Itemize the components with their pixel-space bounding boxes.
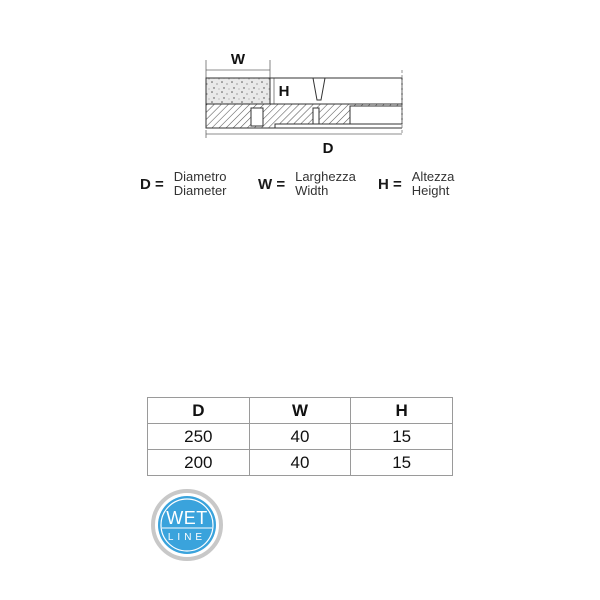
width-dimension [206, 51, 270, 78]
legend-english-width: Width [295, 183, 329, 198]
height-dimension [270, 78, 289, 104]
legend-key-w: W = [258, 175, 286, 193]
table-row [148, 450, 453, 476]
cell-w: 40 [249, 424, 351, 450]
diameter-dimension [206, 130, 402, 157]
header-d: D [148, 398, 250, 424]
legend-english-height: Height [411, 183, 450, 198]
diameter-label: D [322, 140, 334, 157]
legend-diameter [140, 170, 227, 198]
cell-d: 200 [148, 450, 250, 476]
dimensions-table [147, 397, 453, 476]
legend-width [258, 170, 356, 198]
wet-line-logo [150, 488, 224, 562]
header-w: W [249, 398, 351, 424]
legend-height [378, 170, 454, 198]
table-header-row [148, 398, 453, 424]
header-h: H [351, 398, 453, 424]
legend-italian-width: Larghezza [295, 169, 356, 184]
logo-text-wet: WET [166, 508, 208, 528]
height-label: H [278, 83, 290, 100]
cell-h: 15 [351, 450, 453, 476]
legend-key-d: D = [140, 175, 164, 193]
logo-text-line: LINE [167, 532, 207, 543]
width-label: W [230, 51, 246, 68]
legend-english-diameter: Diameter [173, 183, 227, 198]
cell-h: 15 [351, 424, 453, 450]
cell-w: 40 [249, 450, 351, 476]
wheel-cross-section-diagram [0, 0, 600, 160]
legend-italian-height: Altezza [411, 169, 455, 184]
legend-key-h: H = [378, 175, 402, 193]
table-row [148, 424, 453, 450]
legend-italian-diameter: Diametro [173, 169, 227, 184]
cell-d: 250 [148, 424, 250, 450]
